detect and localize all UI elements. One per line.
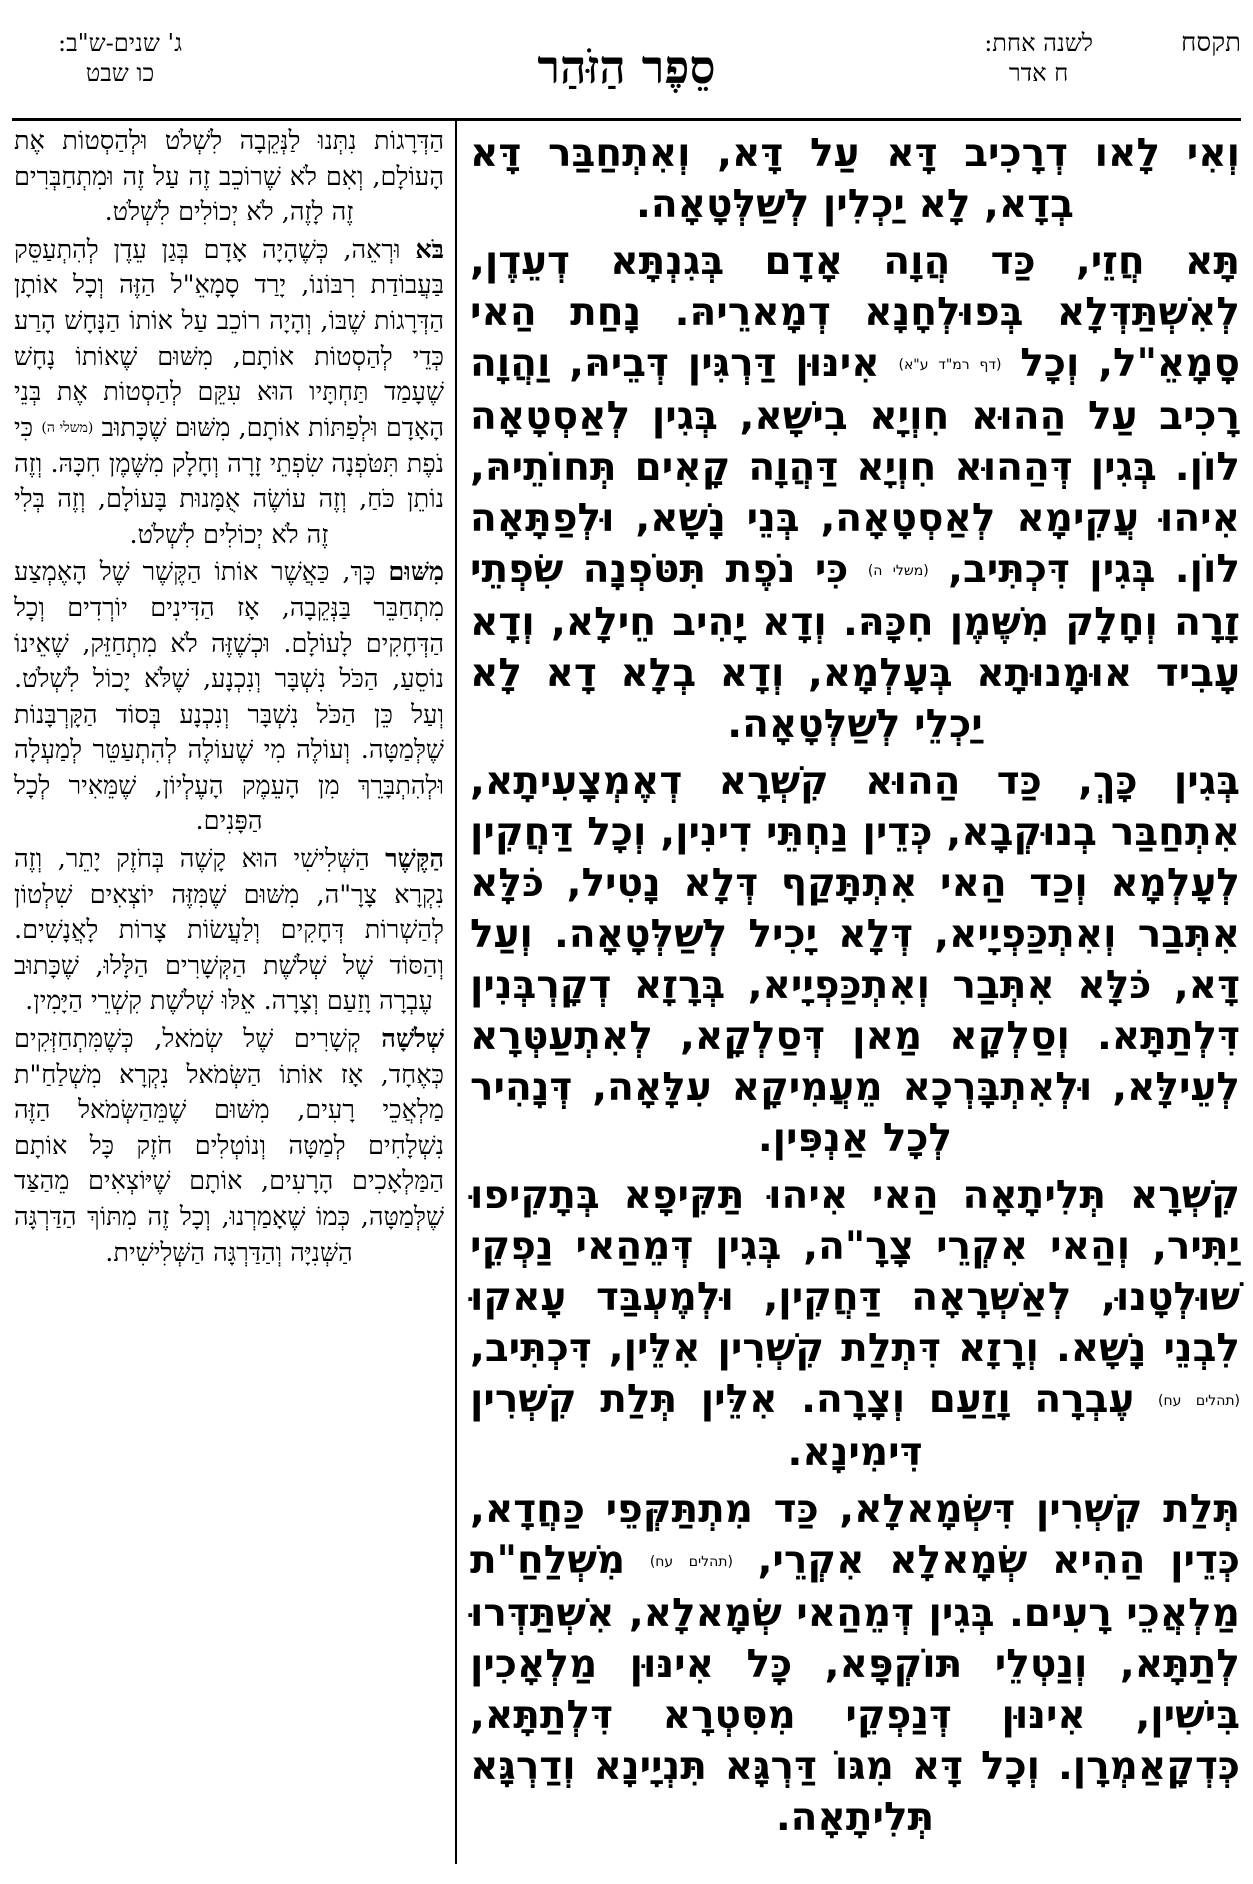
translation-text: וּרְאֵה, כְּשֶׁהָיָה אָדָם בְּגַן עֵדֶן לְהִתְעַסֵּק בַּעֲבוֹדַת רִבּוֹנוֹ, יָרַד סָמָאֵ"ל הַזֶּה וְכָל אוֹתָן הַדְּרָגוֹת שֶׁבּוֹ, וְהָיָה רוֹכֵב עַל אוֹתוֹ הַנָּחָשׁ הָרַע כְּדֵי לְהַסְטוֹת אוֹתָם, מִשּׁוּם שֶׁאוֹתוֹ נָחָשׁ שֶׁעָמַד תַּחְתָּיו הוּא עִקֵּם לְהַסְטוֹת אֶת בְּנֵי הָאָדָם וּלְפַתּוֹת אוֹתָם, מִשּׁוּם שֶׁכָּתוּב xyxy=(14,234,444,443)
page-label: תקסח xyxy=(1181,28,1241,58)
main-text: וְאִי לָאו דְרָכִיב דָּא עַל דָּא, וְאִתְחַבַּר דָּא בְדָא, לָא יַכְלִין לְשַׁלְּטָאָה. xyxy=(470,131,1240,227)
main-text: קִשְׁרָא תְּלִיתָאָה הַאי אִיהוּ תַּקִּיפָא בְּתָקִיפוּ יַתִּיר, וְהַאי אִקְרֵי צָרָ"ה, בְּגִין דְּמֵהַאי נַפְקֵי שׁוּלְטָנוּ, לְאַשְׁרָאָה דַּחֲקִין, וּלְמֶעְבַּד עָאקוּ לִבְנֵי נָשָׁא. וְרָזָא דִּתְלַת קִשְׁרִין אִלֵּין, דִּכְתִּיב, xyxy=(470,1173,1240,1371)
source-reference: (תהלים עח) xyxy=(1157,1393,1241,1409)
main-paragraph xyxy=(470,128,1240,230)
main-text: מִשְׁלַחַ"ת מַלְאֲכֵי רָעִים. בְּגִין דְּמֵהַאי שְׂמָאלָא, אִשְׁתַּדְּרוּ לְתַתָּא, וְנַטְלֵי תּוֹקְפָּא, כָּל אִינּוּן מַלְאָכִין בִּישִׁין, אִינּוּן דְּנַפְקֵי מִסִּטְרָא דִּלְתַתָּא, כְּדְקָאַמְרָן. וְכָל דָּא מִגּוֹ דַּרְגָּא תִּנְיָינָא וְדַרְגָּא תְּלִיתָאָה. xyxy=(470,1538,1240,1840)
reading-plan-date: ח אדר xyxy=(1008,59,1069,87)
translation-paragraph xyxy=(14,842,444,1020)
lead-word: שְׁלֹשָׁה xyxy=(381,1024,445,1055)
main-text: אִינּוּן דַּרְגִּין דְּבֵיהּ, וַהֲוָה רָכִיב עַל הַהוּא חִוְיָא בִישָׁא, בְּגִין לְאַסְטָאָה לוֹן. בְּגִין דְּהַהוּא חִוְיָא דַּהֲוָה קָאִים תְּחוֹתֵיהּ, אִיהוּ עֲקִימָא לְאַסְטָאָה, בְּנֵי נָשָׁא, וּלְפַתָּאָה לוֹן. בְּגִין דִּכְתִּיב, xyxy=(470,341,1240,592)
translation-text: קְשָׁרִים שֶׁל שְׂמֹאל, כְּשֶׁמִּתְחַזְּקִים כְּאֶחָד, אָז אוֹתוֹ הַשְּׂמֹאל נִקְרָא מִשְׁלַחַ"ת מַלְאֲכֵי רָעִים, מִשּׁוּם שֶׁמֵּהַשְּׂמֹאל הַזֶּה נִשְׁלָחִים לְמַטָּה וְנוֹטְלִים חֹזֶק כָּל אוֹתָם הַמַּלְאָכִים הָרָעִים, אוֹתָם שֶׁיּוֹצְאִים מֵהַצַּד שֶׁלְּמַטָּה, כְּמוֹ שֶׁאָמַרְנוּ, וְכָל זֶה מִתּוֹךְ הַדַּרְגָּה הַשְּׁנִיָּה וְהַדַּרְגָּה הַשְּׁלִישִׁית. xyxy=(14,1024,444,1268)
reading-plan-label: לשנה אחת: xyxy=(984,29,1093,57)
main-text: עֶבְרָה וָזַעַם וְצָרָה. אִלֵּין תְּלַת קִשְׁרִין דִּימִינָא. xyxy=(470,1377,1135,1475)
cycle-label: ג' שנים-ש"ב: xyxy=(57,29,182,57)
page-header xyxy=(0,0,1253,118)
source-reference: (משלי ה) xyxy=(867,563,929,579)
translation-paragraph xyxy=(14,233,444,554)
main-text: בְּגִין כָּךְ, כַּד הַהוּא קִשְׁרָא דְאֶמְצָעִיתָא, אִתְחַבַּר בְנוּקְבָא, כְּדֵין נַחְתֵּי דִינִין, וְכָל דַּחֲקִין לְעָלְמָא וְכַד הַאי אִתְתָּקַף דְּלָא נָטִיל, כֹּלָּא אִתְּבַר וְאִתְכַּפְיָיא, דְּלָא יָכִיל לְשַׁלְּטָאָה. וְעַל דָּא, כֹּלָּא אִתְּבַר וְאִתְכַּפְיָיא, בְּרָזָא דְקָרְבְּנִין דִּלְתַתָּא. וְסַלְקָא מַאן דְּסַלְקָא, לְאִתְעַטְּרָא לְעֵילָּא, וּלְאִתְבָּרְכָא מֵעֲמִיקָא עִלָּאָה, דְּנָהִיר לְכָל אַנְפִּין. xyxy=(470,759,1240,1161)
translation-text: כִּי נֹפֶת תִּטֹּפְנָה שִׂפְתֵי זָרָה וְחָלָק מִשֶּׁמֶן חִכָּהּ. וְזֶה נוֹתֵן כֹּחַ, וְזֶה עוֹשֶׂה אֻמָּנוּת בָּעוֹלָם, וְזֶה בְּלִי זֶה לֹא יְכוֹלִים לִשְׁלֹט. xyxy=(14,412,444,550)
source-reference: (משלי ה) xyxy=(41,419,94,436)
page-title: סֵפֶר הַזֹּהַר xyxy=(537,40,716,94)
main-text: כִּי נֹפֶת תִּטֹּפְנָה שִׂפְתֵי זָרָה וְחָלָק מִשֶּׁמֶן חִכָּהּ. וְדָא יָהִיב חֵילָא, וְדָא עָבִיד אוּמָנוּתָא בְּעָלְמָא, וְדָא בְלָא דָא לָא יַכְלֵי לְשַׁלְּטָאָה. xyxy=(470,547,1240,747)
translation-text: כָּךְ, כַּאֲשֶׁר אוֹתוֹ הַקֶּשֶׁר שֶׁל הָאֶמְצַע מִתְחַבֵּר בַּנְּקֵבָה, אָז הַדִּינִים יוֹרְדִים וְכָל הַדְּחָקִים לָעוֹלָם. וּכְשֶׁזֶּה לֹא מִתְחַזֵּק, שֶׁאֵינוֹ נוֹסֵעַ, הַכֹּל נִשְׁבָּר וְנִכְנָע, שֶׁלֹּא יָכוֹל לִשְׁלֹט. וְעַל כֵּן הַכֹּל נִשְׁבָּר וְנִכְנָע בְּסוֹד הַקָּרְבָּנוֹת שֶׁלְּמַטָּה. וְעוֹלֶה מִי שֶׁעוֹלֶה לְהִתְעַטֵּר לְמַעְלָה וּלְהִתְבָּרֵךְ מִן הָעֵמֶק הָעֶלְיוֹן, שֶׁמֵּאִיר לְכָל הַפָּנִים. xyxy=(14,557,444,837)
header-rule xyxy=(12,118,1241,121)
main-paragraph xyxy=(470,1484,1240,1843)
translation-text: הַדְּרָגוֹת נִתְּנוּ לַנְּקֵבָה לִשְׁלֹט וּלְהַסְטוֹת אֶת הָעוֹלָם, וְאִם לֹא שֶׁרוֹכֵב זֶה עַל זֶה וּמִתְחַבְּרִים זֶה לָזֶה, לֹא יְכוֹלִים לִשְׁלֹט. xyxy=(14,126,444,228)
main-text: תָּא חֲזֵי, כַּד הֲוָה אָדָם בְּגִנְתָּא דְעֵדֶן, לְאִשְׁתַּדְּלָא בְּפוּלְחָנָא דְמָארֵיהּ. נָחַת הַאי סָמָאֵ"ל, וְכָל xyxy=(470,239,1241,386)
translation-paragraph xyxy=(14,1022,444,1271)
translation-paragraph xyxy=(14,555,444,840)
source-reference: (דף רמ"ד ע"א) xyxy=(898,357,1002,373)
lead-word: הַקֶּשֶׁר xyxy=(385,844,445,875)
column-divider xyxy=(455,118,457,1864)
main-paragraph xyxy=(470,756,1240,1164)
main-text: תְּלַת קִשְׁרִין דִּשְׂמָאלָא, כַּד מִתְתַּקְּפֵי כַּחֲדָא, כְּדֵין הַהִיא שְׂמָאלָא אִקְרֵי, xyxy=(470,1487,1241,1583)
lead-word: מִשּׁוּם xyxy=(388,557,444,588)
lead-word: בֹּא xyxy=(415,234,444,265)
translation-text: הַשְּׁלִישִׁי הוּא קָשֶׁה בְּחֹזֶק יָתֵר, וְזֶה נִקְרָא צָרָ"ה, מִשּׁוּם שֶׁמִּזֶּה יוֹצְאִים שִׁלְטוֹן לְהַשְׁרוֹת דְּחָקִים וְלַעֲשׂוֹת צָרוֹת לָאֲנָשִׁים. וְהַסּוֹד שֶׁל שְׁלֹשֶׁת הַקְּשָׁרִים הַלָּלוּ, שֶׁכָּתוּב עֶבְרָה וָזַעַם וְצָרָה. אֵלּוּ שְׁלֹשֶׁת קִשְׁרֵי הַיָּמִין. xyxy=(14,844,444,1017)
main-paragraph xyxy=(470,236,1240,750)
translation-paragraph xyxy=(14,124,444,231)
cycle-date: כו שבט xyxy=(85,59,155,87)
main-text-column xyxy=(470,128,1240,1849)
main-paragraph xyxy=(470,1170,1240,1478)
source-reference: (תהלים עח) xyxy=(649,1554,733,1570)
translation-column xyxy=(14,124,444,1273)
cycle-info xyxy=(20,28,220,88)
